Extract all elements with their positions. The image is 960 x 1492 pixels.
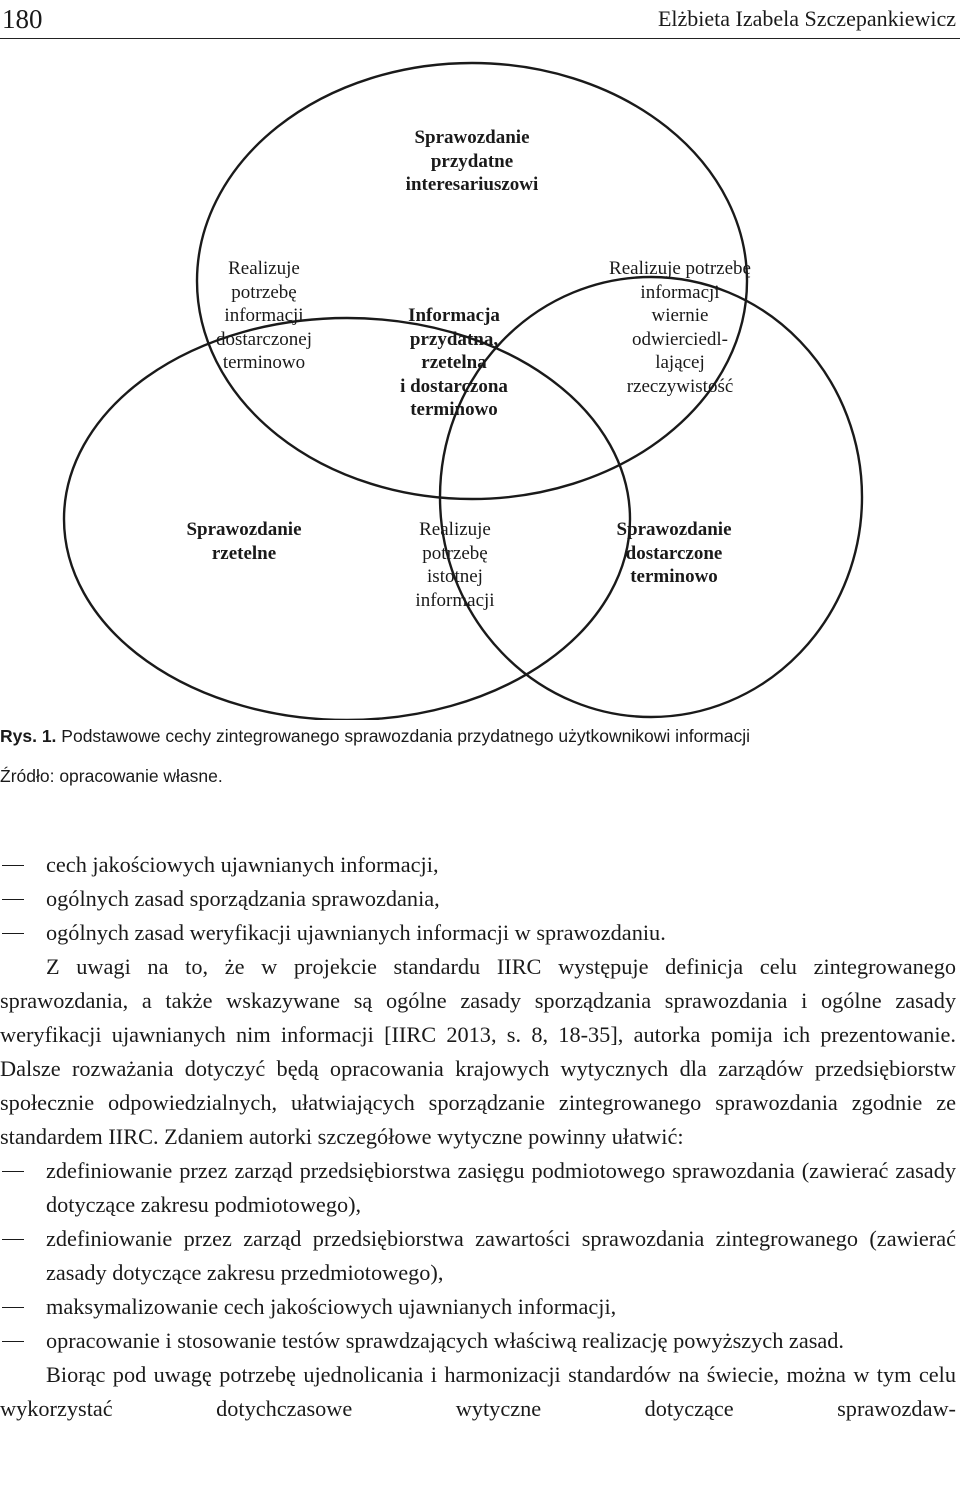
label-reliable-report: Sprawozdanie rzetelne [186, 519, 302, 564]
label-useful-report: Sprawozdanie przydatne interesariuszowi [405, 127, 539, 195]
circle-reliable-report [64, 318, 630, 720]
list-item: cech jakościowych ujawnianych informacji, [0, 848, 956, 882]
list-item: zdefiniowanie przez zarząd przedsiębiorstwa zawartości sprawozdania zintegrowanego (zawierać zasady dotyczące zakresu przedmiotowego), [0, 1222, 956, 1290]
list-item: ogólnych zasad sporządzania sprawozdania, [0, 882, 956, 916]
body-text [0, 848, 956, 1426]
label-center-intersection: Informacja przydatna, rzetelna i dostarczona terminowo [400, 305, 508, 420]
list-item: zdefiniowanie przez zarząd przedsiębiorstwa zasięgu podmiotowego sprawozdania (zawierać zasady dotyczące zakresu podmiotowego), [0, 1154, 956, 1222]
figure-source: Źródło: opracowanie własne. [0, 766, 223, 786]
paragraph: Biorąc pod uwagę potrzebę ujednolicania i harmonizacji standardów na świecie, można w tym celu wykorzystać dotychczasowe wytyczne dotyczące sprawozdaw- [0, 1362, 956, 1421]
page-header [0, 0, 960, 40]
list-item: opracowanie i stosowanie testów sprawdzających właściwą realizację powyższych zasad. [0, 1324, 956, 1358]
venn-diagram-figure [0, 60, 960, 720]
label-timely-report: Sprawozdanie dostarczone terminowo [616, 519, 732, 587]
page-number: 180 [2, 4, 43, 34]
label-timely-information-need: Realizuje potrzebę informacji dostarczonej terminowo [215, 258, 312, 373]
list-item: maksymalizowanie cech jakościowych ujawnianych informacji, [0, 1290, 956, 1324]
list-item: ogólnych zasad weryfikacji ujawnianych informacji w sprawozdaniu. [0, 916, 956, 950]
figure-caption-label: Rys. 1. [0, 726, 57, 746]
label-relevant-information-need: Realizuje potrzebę istotnej informacji [415, 519, 495, 611]
label-faithful-information-need: Realizuje potrzebę informacji wiernie odwierciedl- lającej rzeczywistość [609, 258, 751, 397]
figure-caption [0, 724, 960, 748]
paragraph: Z uwagi na to, że w projekcie standardu IIRC występuje definicja celu zintegrowanego sprawozdania, a także wskazywane są ogólne zasady sporządzania sprawozdania i ogólne zasady weryfikacji ujawnianych nim informacji [IIRC 2013, s. 8, 18-35], autorka pomija ich prezentowanie. Dalsze rozważania dotyczyć będą opracowania krajowych wytycznych dla zarządów przedsiębiorstw społecznie odpowiedzialnych, ułatwiających sporządzanie zintegrowanego sprawozdania zgodnie ze standardem IIRC. Zdaniem autorki szczegółowe wytyczne powinny ułatwić: [0, 954, 956, 1149]
figure-caption-text: Podstawowe cechy zintegrowanego sprawozdania przydatnego użytkownikowi informacji [56, 726, 750, 746]
header-rule [0, 38, 960, 39]
running-author: Elżbieta Izabela Szczepankiewicz [657, 6, 956, 31]
